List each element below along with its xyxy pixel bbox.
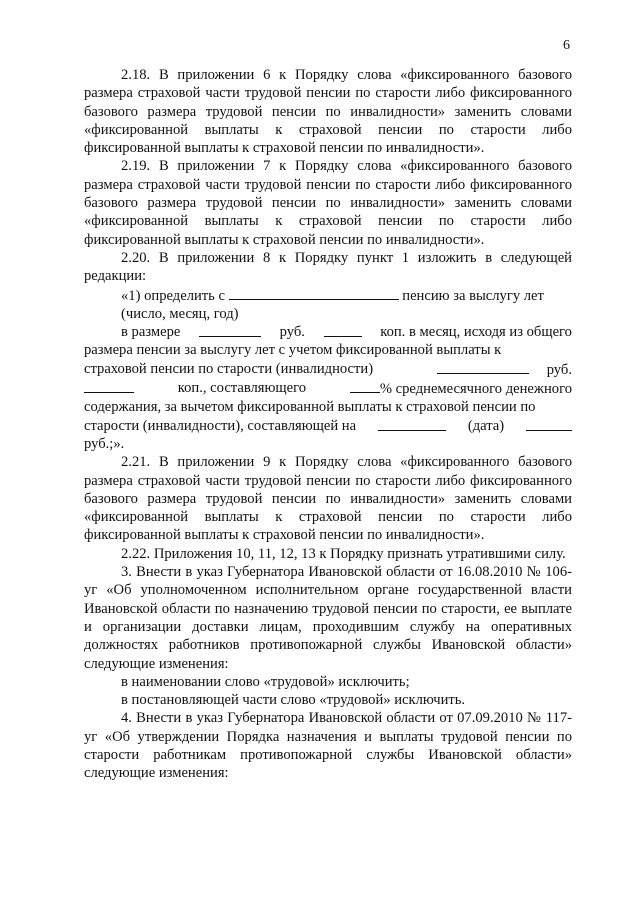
- form-line-5-a: коп., составляющего: [177, 380, 307, 397]
- form-rub-label: руб.: [279, 324, 305, 341]
- form-line-4-start: страховой пенсии по старости (инвалидности): [84, 360, 374, 377]
- percent-blank: [350, 379, 380, 393]
- paragraph-2-21: 2.21. В приложении 9 к Порядку слова «фиксированного базового размера страховой части трудовой пенсии по старости либо фиксированного базового размера трудовой пенсии по инвалидности» заменить словами «фиксированной выплаты к страховой пенсии по старости либо фиксированной выплаты к страховой пенсии по инвалидности».: [84, 454, 572, 544]
- paragraph-3: 3. Внести в указ Губернатора Ивановской области от 16.08.2010 № 106-уг «Об уполномоченном исполнительном органе государственной власти Ивановской области по назначению трудовой пенсии по старости, ее выплате и организации доставки лицам, проходившим службу на оперативных должностях работников противопожарной службы Ивановской области» следующие изменения:: [84, 564, 572, 672]
- form-line-4-end: руб.: [546, 361, 572, 378]
- paragraph-2-20: 2.20. В приложении 8 к Порядку пункт 1 изложить в следующей редакции:: [84, 249, 572, 285]
- paragraph-2-18: 2.18. В приложении 6 к Порядку слова «фиксированного базового размера страховой части трудовой пенсии по старости либо фиксированного базового размера трудовой пенсии по инвалидности» заменить словами «фиксированной выплаты к страховой пенсии по старости либо фиксированной выплаты к страховой пенсии по инвалидности».: [84, 67, 572, 157]
- form-line-5-b: % среднемесячного денежного: [379, 381, 572, 398]
- form-line-1-end: пенсию за выслугу лет: [402, 287, 544, 304]
- total-kop-blank: [84, 379, 134, 393]
- pension-form-text: [84, 286, 572, 454]
- form-line-6: содержания, за вычетом фиксированной выплаты к страховой пенсии по: [84, 399, 536, 416]
- paragraph-2-19: 2.19. В приложении 7 к Порядку слова «фиксированного базового размера страховой части трудовой пенсии по старости либо фиксированного базового размера трудовой пенсии по инвалидности» заменить словами «фиксированной выплаты к страховой пенсии по старости либо фиксированной выплаты к страховой пенсии по инвалидности».: [84, 158, 572, 248]
- kop-blank: [324, 323, 362, 337]
- form-line-7: [84, 417, 572, 435]
- paragraph-4: 4. Внести в указ Губернатора Ивановской области от 07.09.2010 № 117-уг «Об утверждении Порядка назначения и выплаты трудовой пенсии по старости работникам противопожарной службы Ивановской области» следующие изменения:: [84, 710, 572, 782]
- page-number: 6: [563, 38, 570, 53]
- form-kop-label: коп. в месяц, исходя из общего: [380, 324, 572, 341]
- total-rub-blank: [437, 360, 529, 374]
- form-size-label: в размере: [121, 324, 181, 341]
- paragraph-3-b: в постановляющей части слово «трудовой» исключить.: [121, 692, 466, 709]
- form-line-7-mid: (дата): [467, 417, 505, 434]
- paragraph-2-22: 2.22. Приложения 10, 11, 12, 13 к Порядку признать утратившими силу.: [121, 545, 566, 562]
- form-line-8: руб.;».: [84, 435, 125, 452]
- form-line-3: размера пенсии за выслугу лет с учетом фиксированной выплаты к: [84, 342, 502, 359]
- paragraph-3-a: в наименовании слово «трудовой» исключить;: [121, 673, 410, 690]
- form-line-1: [84, 286, 572, 305]
- result-rub-blank: [526, 417, 572, 431]
- form-line-5: [84, 379, 572, 398]
- form-line-4: [84, 360, 572, 379]
- rub-blank: [199, 323, 261, 337]
- form-line-1-start: «1) определить с: [121, 287, 225, 304]
- form-line-1-hint: (число, месяц, год): [121, 305, 239, 322]
- form-line-2: [84, 323, 572, 341]
- date-on-blank: [378, 417, 446, 431]
- form-line-7-start: старости (инвалидности), составляющей на: [84, 417, 357, 434]
- date-blank: [229, 286, 399, 300]
- document-body: [84, 66, 572, 783]
